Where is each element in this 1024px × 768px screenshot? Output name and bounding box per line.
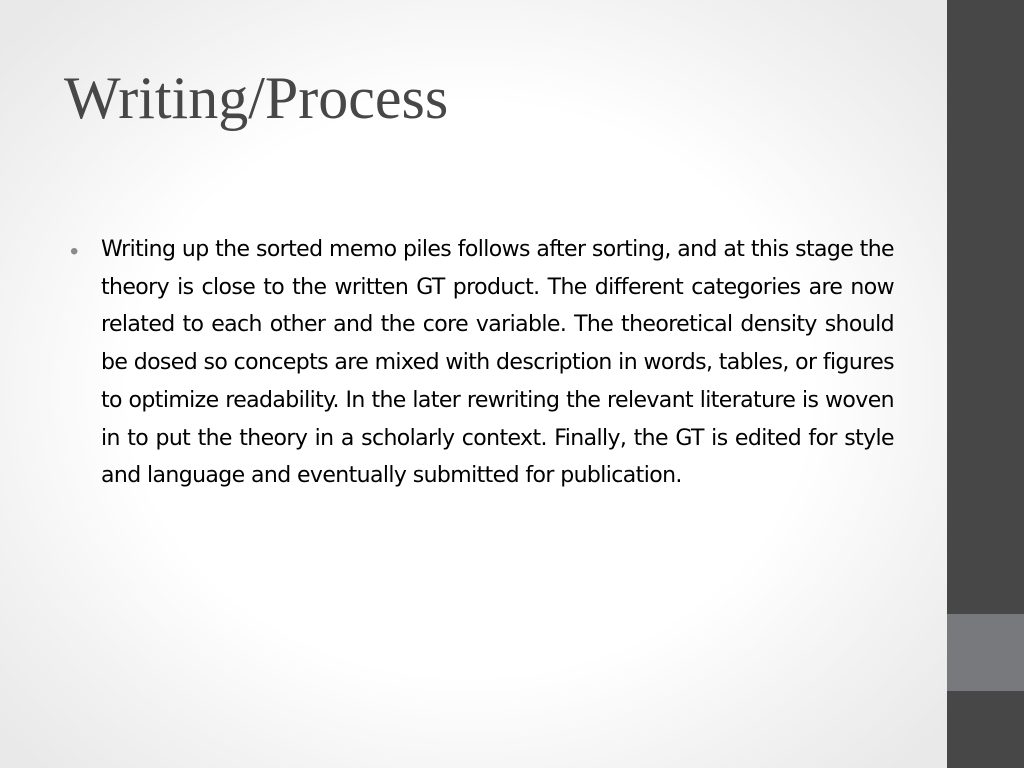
slide-title: Writing/Process: [64, 65, 449, 131]
slide-content: [64, 231, 894, 495]
bullet-text: Writing up the sorted memo piles follows after sorting, and at this stage the theory is close to the written GT product. The different categories are now related to each other and the core variable. The theoretical density should be dosed so concepts are mixed with description in words, tables, or figures to optimize readability. In the later rewriting the relevant literature is woven in to put the theory in a scholarly context. Finally, the GT is edited for style and language and eventually submitted for publication.: [101, 237, 894, 489]
bullet-list: [64, 231, 894, 495]
bullet-item: [64, 231, 894, 495]
sidebar-accent-block: [947, 614, 1024, 691]
bullet-dot-icon: •: [70, 238, 79, 265]
